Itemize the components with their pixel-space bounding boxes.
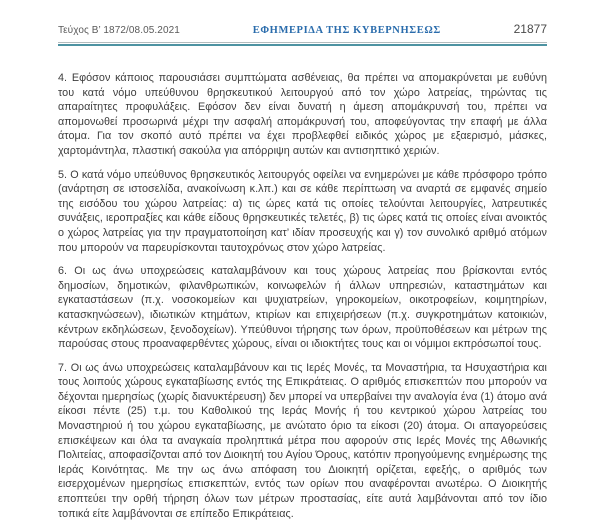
- document-paragraph: [58, 361, 547, 521]
- page-number: 21877: [513, 22, 547, 36]
- header-rule: [58, 42, 547, 46]
- paragraph-text: Ο κατά νόμο υπεύθυνος θρησκευτικός λειτουργός οφείλει να ενημερώνει με κάθε πρόσφορο τρόπο (ανάρτηση σε ιστοσελίδα, ανακοίνωση κ.λπ.) και σε κάθε περίπτωση να αναρτά σε εμφανές σημείο της εισόδου του χώρου λατρείας: α) τις ώρες κατά τις οποίες τελούνται λειτουργίες, λατρευτικές συνάξεις, ιεροπραξίες και κάθε είδους θρησκευτικές τελετές, β) τις ώρες κατά τις οποίες είναι ανοικτός ο χώρος λατρείας για την πραγματοποίηση κατ’ ιδίαν προσευχής και γ) τον συνολικό αριθμό ατόμων που μπορούν να παρευρίσκονται ταυτοχρόνως στον χώρο λατρείας.: [58, 168, 548, 254]
- paragraph-number: 5.: [58, 168, 71, 181]
- paragraph-text: Εφόσον κάποιος παρουσιάσει συμπτώματα ασθένειας, θα πρέπει να απομακρύνεται με ευθύνη του κατά νόμο υπεύθυνου θρησκευτικού λειτουργού από τον χώρο λατρείας, τηρώντας τις απαραίτητες προφυλάξεις. Εφόσον δεν είναι δυνατή η άμεση απομάκρυνσή του, πρέπει να απομονωθεί προσωρινά μέχρι την ασφαλή απομάκρυνσή του, αποφεύγοντας την επαφή με άλλα άτομα. Για τον σκοπό αυτό πρέπει να έχει προβλεφθεί ειδικός χώρος με εξαερισμό, μάσκες, χαρτομάντηλα, πλαστική σακούλα για απόρριψη αυτών και αντισηπτικό χεριών.: [58, 72, 548, 157]
- issue-info: Τεύχος Β’ 1872/08.05.2021: [58, 25, 180, 36]
- document-paragraph: [58, 71, 547, 159]
- paragraph-number: 4.: [58, 72, 72, 84]
- gazette-title: ΕΦΗΜΕΡΙΔΑ ΤΗΣ ΚΥΒΕΡΝΗΣΕΩΣ: [252, 25, 441, 36]
- gazette-header: [58, 22, 547, 42]
- paragraph-number: 7.: [58, 361, 71, 374]
- document-paragraph: [58, 264, 547, 352]
- document-paragraph: [58, 168, 547, 256]
- paragraph-text: Οι ως άνω υποχρεώσεις καταλαμβάνουν και τους χώρους λατρείας που βρίσκονται εντός δημοσίων, δημοτικών, φιλανθρωπικών, κοινωφελών ή άλλων υπηρεσιών, καταστημάτων και εγκαταστάσεων (π.χ. νοσοκομείων και ψυχιατρείων, γηροκομείων, οικοτροφείων, κοιμητηρίων, κατασκηνώσεων), ιδιωτικών κτημάτων, κτιρίων και επιχειρήσεων (π.χ. συγκροτημάτων κατοικιών, κέντρων εκδηλώσεων, ξενοδοχείων). Υπεύθυνοι τήρησης των όρων, προϋποθέσεων και μέτρων της παρούσας στους προαναφερθέντες χώρους, είναι οι ιδιοκτήτες τους και οι νόμιμοι εκπρόσωποί τους.: [58, 265, 547, 351]
- paragraph-text: Οι ως άνω υποχρεώσεις καταλαμβάνουν και τις Ιερές Μονές, τα Μοναστήρια, τα Ησυχαστήρια και τους λοιπούς χώρους εγκαταβίωσης εντός της Επικράτειας. Ο αριθμός επισκεπτών που μπορούν να δέχονται ημερησίως (χωρίς διανυκτέρευση) δεν μπορεί να υπερβαίνει την αναλογία ένα (1) άτομο ανά είκοσι πέντε (25) τ.μ. του Καθολικού της Ιεράς Μονής ή του κεντρικού χώρου λατρείας του Μοναστηριού ή του χώρου εγκαταβίωσης, με ανώτατο όριο τα είκοσι (20) άτομα. Οι απαγορεύσεις επισκέψεων και όλα τα αναγκαία προληπτικά μέτρα που αφορούν στις Ιερές Μονές της Αθωνικής Πολιτείας, αποφασίζονται από τον Διοικητή του Αγίου Όρους, κατόπιν προηγούμενης ενημέρωσης της Ιεράς Κοινότητας. Με την ως άνω απόφαση του Διοικητή ορίζεται, εφεξής, ο αριθμός των εισερχομένων ημερησίως επισκεπτών, εντός των ορίων που αναφέρονται ανωτέρω. Ο Διοικητής εποπτεύει την ορθή τήρηση όλων των μέτρων προστασίας, είτε αυτά λαμβάνονται από τον ίδιο τοπικά είτε λαμβάνονται σε επίπεδο Επικράτειας.: [58, 361, 548, 520]
- paragraph-number: 6.: [58, 265, 75, 278]
